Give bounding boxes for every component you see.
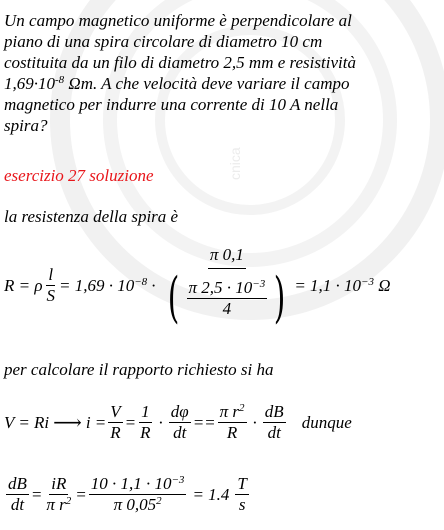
pi-r-denominator: π r xyxy=(46,495,66,514)
problem-line-2: piano di una spira circolare di diametro 10 cm xyxy=(4,32,323,51)
resistivity-exponent: -8 xyxy=(55,74,65,86)
problem-line-3: costituita da un filo di diametro 2,5 mm e resistività xyxy=(4,53,356,72)
watermark-text: cnica xyxy=(227,147,243,180)
tesla-unit: T xyxy=(237,474,247,493)
problem-line-1: Un campo magnetico uniforme è perpendicolare al xyxy=(4,11,352,30)
eq1-resistivity-exp: −8 xyxy=(134,275,148,288)
area-denominator xyxy=(161,266,292,329)
one-over-r-fraction xyxy=(138,403,152,442)
dunque-text: dunque xyxy=(301,412,352,432)
ohm-unit: Ω xyxy=(373,275,391,295)
wire-diameter: π 2,5 · 10 xyxy=(188,277,253,297)
circumference-numerator: π 0,1 xyxy=(208,246,246,269)
arrow-icon: ⟶ xyxy=(53,412,82,434)
dt-denominator-2: dt xyxy=(267,423,281,442)
eq1-resistivity: = 1,69 · 10 xyxy=(59,275,135,295)
eq2-equals-b: == xyxy=(192,412,216,432)
one-numerator: 1 xyxy=(141,402,150,421)
l-over-s-fraction xyxy=(45,266,58,305)
pi-r-numerator: π r xyxy=(219,402,240,421)
resistance-result-exp: −3 xyxy=(361,275,374,288)
numeric-numerator: 10 · 1,1 · 10 xyxy=(90,474,172,493)
result-db-dt-fraction xyxy=(6,475,29,514)
left-paren: ( xyxy=(168,266,180,329)
problem-line-4 xyxy=(4,73,440,94)
v-numerator: V xyxy=(110,402,121,421)
wire-diameter-exp: −3 xyxy=(252,277,266,290)
db-dt-fraction xyxy=(263,403,286,442)
problem-line-5: magnetico per indurre una corrente di 10 A nella xyxy=(4,95,339,114)
numeric-fraction xyxy=(89,475,187,514)
dt-denominator: dt xyxy=(173,423,187,442)
field-rate-result: = 1.4 xyxy=(192,484,230,504)
eq3-equals-b: = xyxy=(75,484,87,504)
r-denominator-2: R xyxy=(140,423,151,442)
tesla-per-second-unit xyxy=(235,475,248,514)
area-over-r-fraction xyxy=(218,403,247,442)
eq3-equals-a: = xyxy=(30,484,43,504)
eq2-lhs: V = Ri xyxy=(4,412,50,432)
eq1-lhs: R = ρ xyxy=(4,275,43,295)
resistance-equation xyxy=(4,245,391,329)
wire-area-denominator: 4 xyxy=(222,298,232,318)
right-paren: ) xyxy=(273,266,286,329)
numeric-denominator: π 0,05 xyxy=(113,495,157,514)
l-numerator: l xyxy=(48,265,54,284)
eq2-equals-a: = xyxy=(124,412,137,432)
wire-area-fraction xyxy=(187,279,268,318)
resistance-result: = 1,1 · 10 xyxy=(294,275,362,295)
pi-r-denominator-exp: 2 xyxy=(65,495,72,507)
numeric-denominator-exp: 2 xyxy=(156,495,162,507)
eq2-dot: · xyxy=(158,412,163,432)
r-denominator-3: R xyxy=(226,423,238,442)
second-unit: s xyxy=(238,495,246,514)
result-dt-denominator: dt xyxy=(10,495,25,514)
v-over-r-fraction xyxy=(108,403,122,442)
numeric-numerator-exp: −3 xyxy=(171,474,185,486)
dphi-dt-fraction xyxy=(169,403,191,442)
eq1-dot: · xyxy=(151,275,156,295)
eq2-dot-2: · xyxy=(252,412,257,432)
ratio-text: per calcolare il rapporto richiesto si ha xyxy=(4,360,274,379)
pi-r-exp: 2 xyxy=(239,402,245,414)
ir-numerator: iR xyxy=(51,474,67,493)
resistance-text: la resistenza della spira è xyxy=(4,207,179,226)
s-denominator: S xyxy=(46,286,56,305)
problem-statement xyxy=(4,10,440,136)
r-denominator: R xyxy=(110,423,121,442)
eq2-current: i = xyxy=(85,412,107,432)
solution-heading: esercizio 27 soluzione xyxy=(4,166,154,185)
result-db-numerator: dB xyxy=(8,474,27,493)
problem-line-6: spira? xyxy=(4,116,48,135)
length-over-area-fraction xyxy=(161,245,292,329)
result-equation xyxy=(4,475,251,514)
problem-line-4-rest: Ωm. A che velocità deve variare il campo xyxy=(64,74,350,93)
ohm-law-equation xyxy=(4,403,352,442)
dphi-numerator: dφ xyxy=(170,402,189,421)
ir-over-area-fraction xyxy=(44,475,73,514)
db-numerator: dB xyxy=(264,402,284,421)
resistivity-value: 1,69·10 xyxy=(4,74,55,93)
